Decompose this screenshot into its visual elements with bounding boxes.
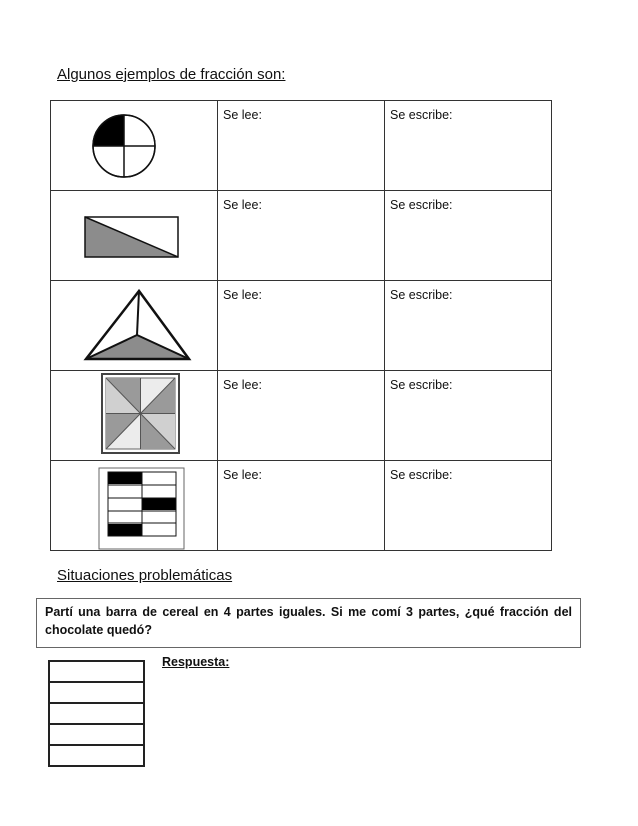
read-cell[interactable] [218,101,385,191]
answer-box[interactable] [48,681,145,702]
examples-heading: Algunos ejemplos de fracción son: [57,66,286,83]
table-row [51,371,552,461]
write-cell[interactable] [385,101,552,191]
table-row [51,191,552,281]
bar-grid-fraction-figure [51,461,217,550]
answer-box[interactable] [48,702,145,723]
write-cell[interactable] [385,371,552,461]
read-cell[interactable] [218,191,385,281]
read-label: Se lee: [223,108,262,122]
figure-cell [51,371,218,461]
figure-cell [51,191,218,281]
write-label: Se escribe: [390,108,453,122]
read-cell[interactable] [218,371,385,461]
write-cell[interactable] [385,461,552,551]
read-cell[interactable] [218,461,385,551]
write-label: Se escribe: [390,198,453,212]
table-row [51,101,552,191]
triangle-fraction-figure [51,281,217,370]
square-pinwheel-fraction-figure [51,371,217,460]
read-label: Se lee: [223,288,262,302]
read-label: Se lee: [223,378,262,392]
circle-fraction-figure [51,101,217,190]
figure-cell [51,461,218,551]
write-label: Se escribe: [390,288,453,302]
answer-box[interactable] [48,723,145,744]
answer-boxes [48,660,145,767]
read-cell[interactable] [218,281,385,371]
read-label: Se lee: [223,468,262,482]
write-cell[interactable] [385,281,552,371]
answer-box[interactable] [48,660,145,681]
problems-heading: Situaciones problemáticas [57,567,233,584]
problem-statement: Partí una barra de cereal en 4 partes iguales. Si me comí 3 partes, ¿qué fracción del chocolate quedó? [36,598,581,648]
table-row [51,461,552,551]
table-row [51,281,552,371]
write-label: Se escribe: [390,378,453,392]
rectangle-fraction-figure [51,191,217,280]
write-label: Se escribe: [390,468,453,482]
write-cell[interactable] [385,191,552,281]
answer-label: Respuesta: [162,655,230,669]
read-label: Se lee: [223,198,262,212]
figure-cell [51,101,218,191]
figure-cell [51,281,218,371]
fraction-examples-table [50,100,552,551]
answer-box[interactable] [48,744,145,767]
